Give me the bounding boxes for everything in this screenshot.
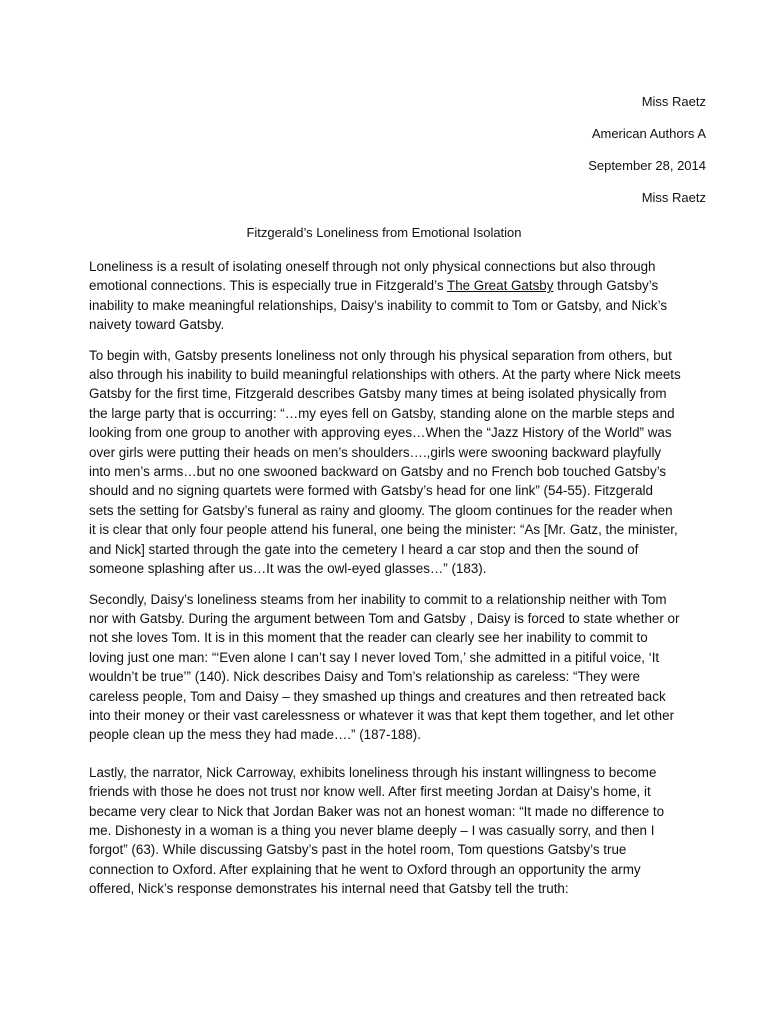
student-name: Miss Raetz bbox=[641, 94, 706, 109]
book-title: The Great Gatsby bbox=[447, 278, 554, 294]
teacher-name: Miss Raetz bbox=[641, 190, 706, 205]
intro-text-before: Loneliness is a result of isolating oneself through not only physical connections but also through emotional connections. This is especially true in Fitzgerald’s bbox=[89, 259, 656, 294]
essay-date: September 28, 2014 bbox=[588, 158, 706, 173]
intro-text-after: through Gatsby’s inability to make meaningful relationships, Daisy’s inability to commit to Tom or Gatsby, and Nick’s naivety toward Gatsby. bbox=[89, 278, 668, 333]
essay-title: Fitzgerald’s Loneliness from Emotional Isolation bbox=[246, 225, 522, 240]
paragraph-gatsby: To begin with, Gatsby presents loneliness not only through his physical separation from others, but also through his inability to build meaningful relationships with others. At the party where Nick meets Gatsby for the first time, Fitzgerald describes Gatsby many times at being isolated physically from the large party that is occurring: “…my eyes fell on Gatsby, standing alone on the marble steps and looking from one group to another with approving eyes…When the “Jazz History of the World” was over girls were putting their heads on men’s shoulders….,girls were swooning backward playfully into men’s arms…but no one swooned backward on Gatsby and no French bob touched Gatsby’s should and no signing quartets were formed with Gatsby’s head for one link” (54-55). Fitzgerald sets the setting for Gatsby’s funeral as rainy and gloomy. The gloom continues for the reader when it is clear that only four people attend his funeral, one being the minister: “As [Mr. Gatz, the minister, and Nick] started through the gate into the cemetery I heard a car stop and then the sound of someone splashing after us…It was the owl-eyed glasses…” (183). bbox=[89, 347, 681, 577]
paragraph-intro bbox=[89, 257, 681, 335]
course-name: American Authors A bbox=[591, 126, 706, 141]
paragraph-nick: Lastly, the narrator, Nick Carroway, exhibits loneliness through his instant willingness to become friends with those he does not trust nor know well. After first meeting Jordan at Daisy’s home, it became very clear to Nick that Jordan Baker was not an honest woman: “It made no difference to me. Dishonesty in a woman is a thing you never blame deeply – I was casually sorry, and then I forgot” (63). While discussing Gatsby’s past in the hotel room, Tom questions Gatsby’s true connection to Oxford. After explaining that he went to Oxford through an opportunity the army offered, Nick’s response demonstrates his internal need that Gatsby tell the truth: bbox=[89, 764, 665, 897]
header-block bbox=[588, 94, 706, 222]
essay-body bbox=[89, 257, 681, 910]
paragraph-daisy: Secondly, Daisy’s loneliness steams from her inability to commit to a relationship neither with Tom nor with Gatsby. During the argument between Tom and Gatsby , Daisy is forced to state whether or not she loves Tom. It is in this moment that the reader can clearly see her inability to commit to loving just one man: “‘Even alone I can’t say I never loved Tom,’ she admitted in a pitiful voice, ‘It wouldn’t be true’” (140). Nick describes Daisy and Tom’s relationship as careless: “They were careless people, Tom and Daisy – they smashed up things and creatures and then retreated back into their money or their vast carelessness or whatever it was that kept them together, and let other people clean up the mess they had made….” (187-188). bbox=[89, 591, 680, 743]
